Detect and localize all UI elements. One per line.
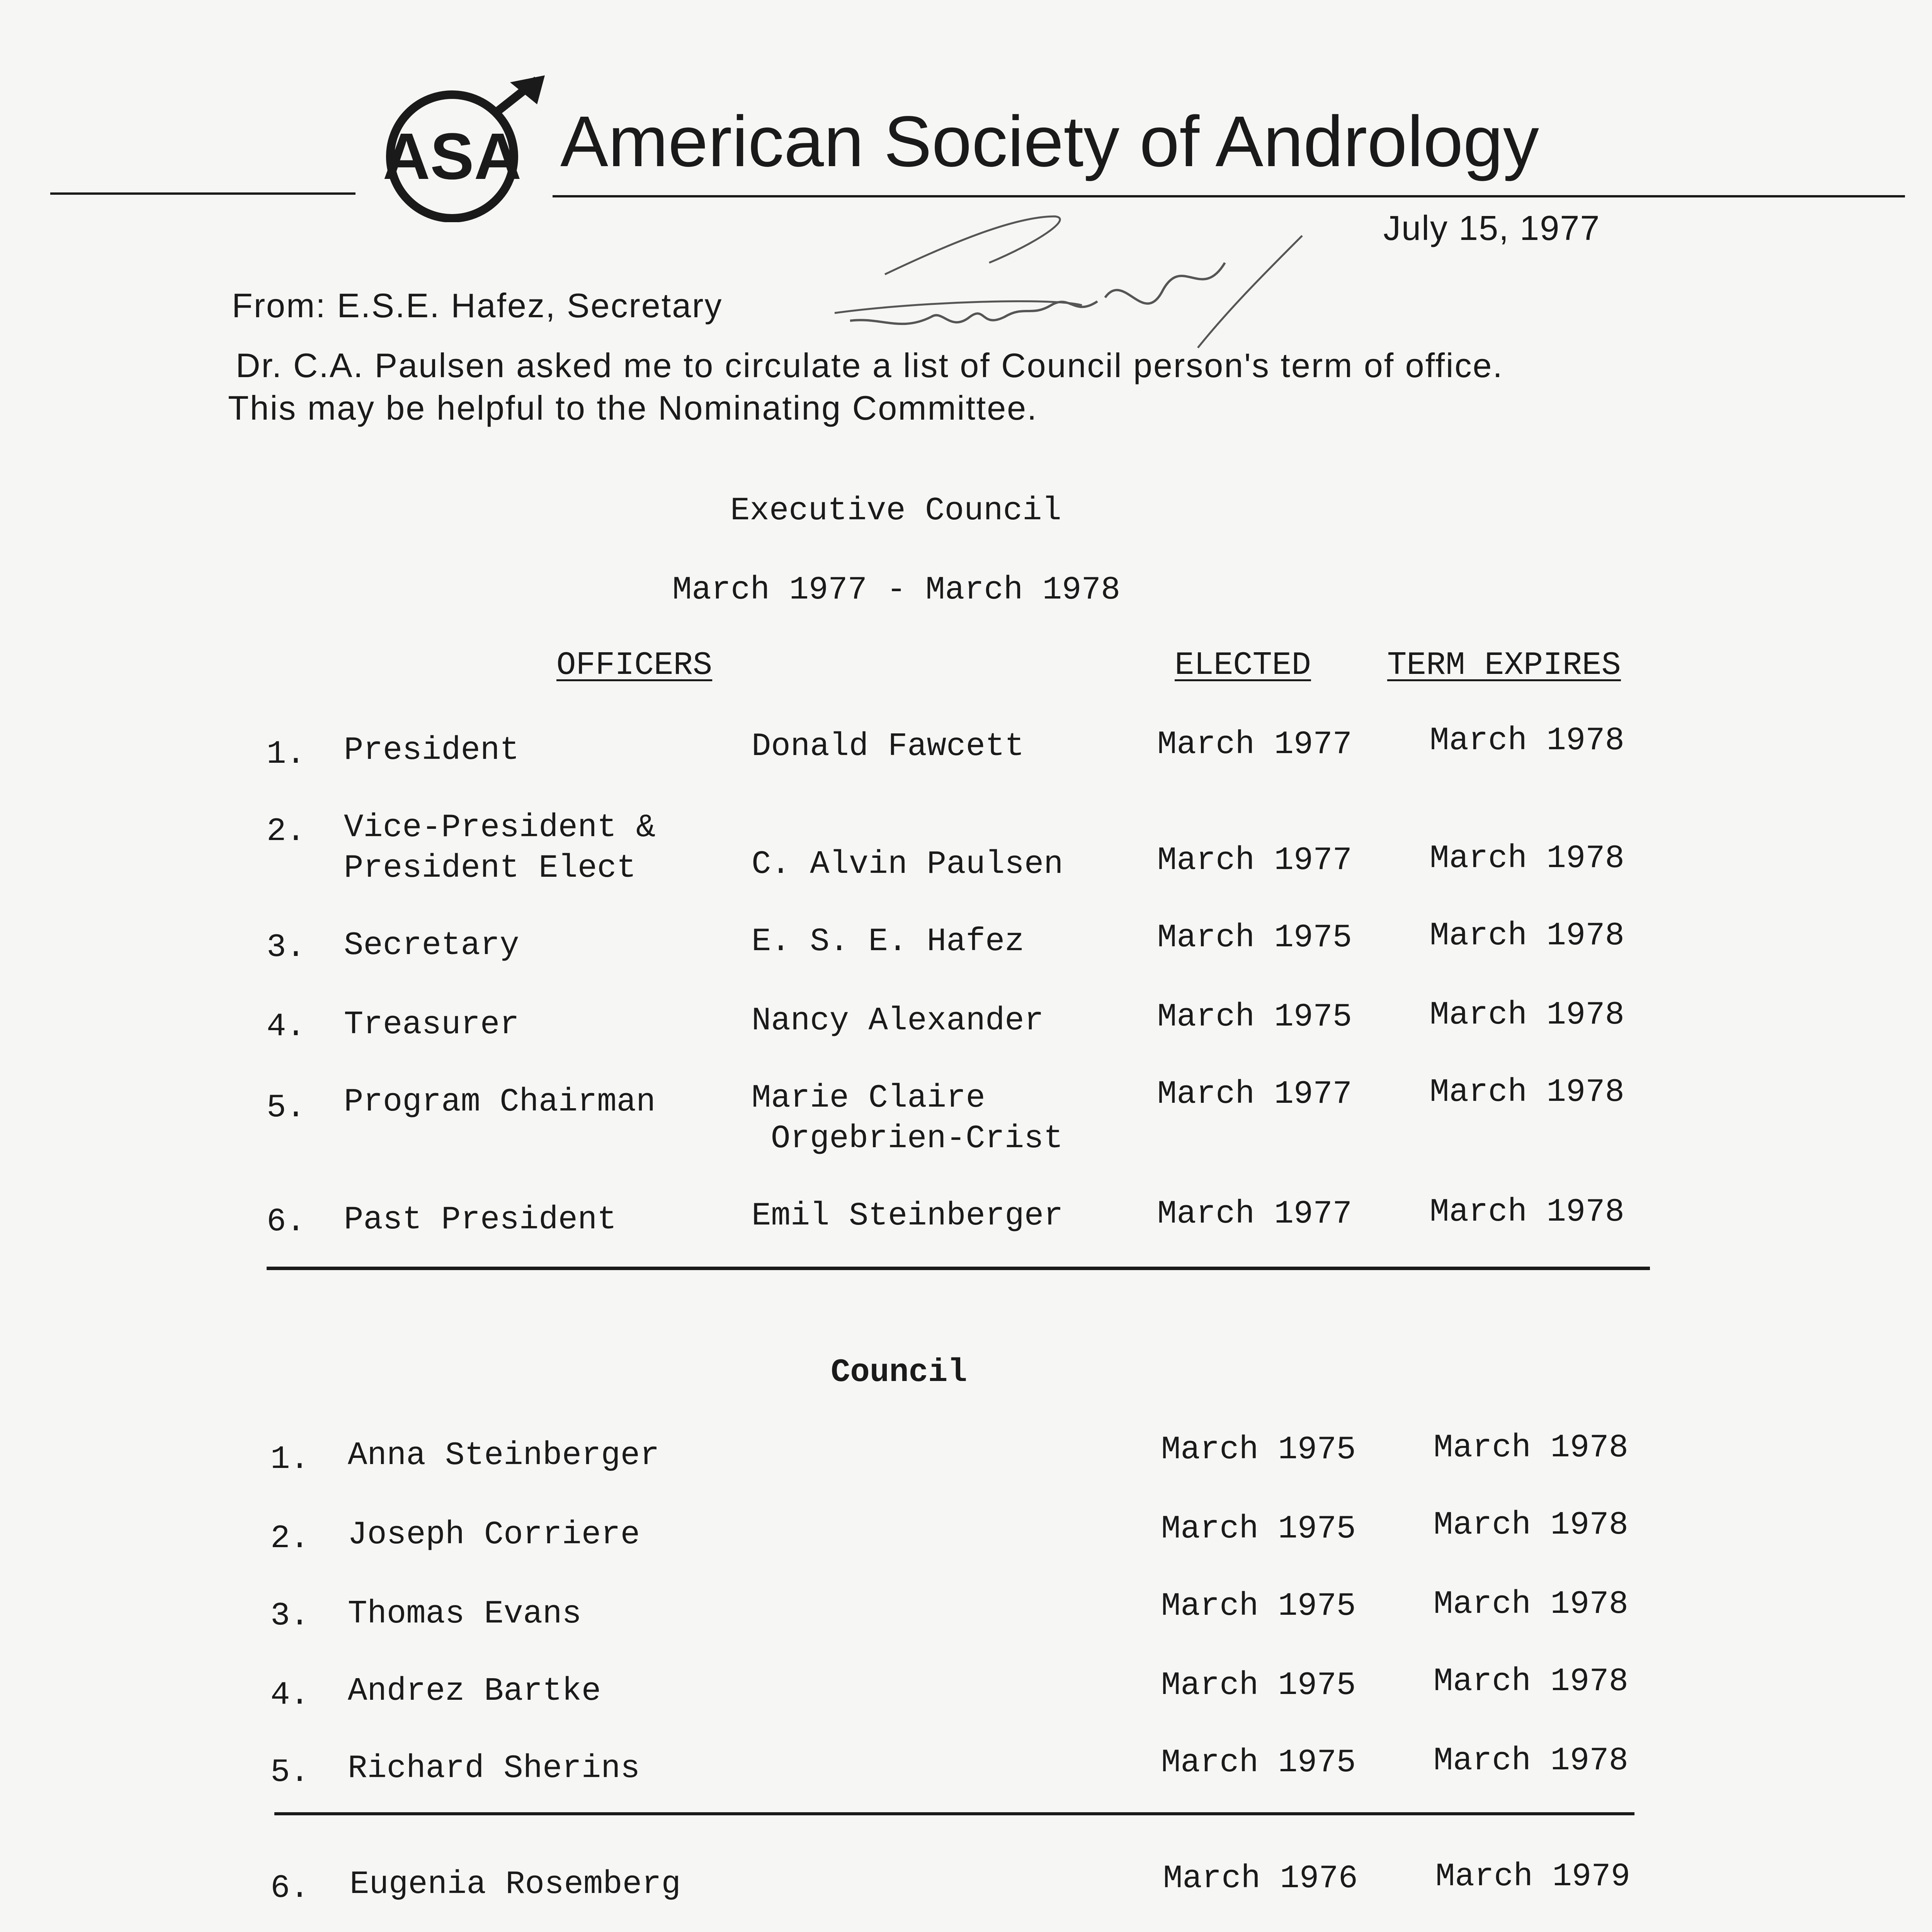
exec-row-num: 6. [267, 1204, 306, 1240]
section-divider [274, 1812, 1634, 1815]
council-row-expires: March 1978 [1434, 1663, 1629, 1700]
exec-row-office: Program Chairman [344, 1084, 656, 1121]
memo-line-2: This may be helpful to the Nominating Committee. [228, 389, 1038, 427]
exec-row-office: Past President [344, 1202, 617, 1238]
council-row-elected: March 1975 [1161, 1511, 1356, 1548]
exec-row-name: E. S. E. Hafez [752, 923, 1024, 960]
exec-row-expires: March 1978 [1430, 997, 1625, 1034]
exec-row-num: 1. [267, 736, 306, 773]
council-row-expires: March 1978 [1434, 1430, 1629, 1466]
exec-row-elected: March 1977 [1157, 1076, 1352, 1113]
council-row-name: Thomas Evans [348, 1596, 582, 1633]
exec-row-expires: March 1978 [1430, 1194, 1625, 1231]
council-row-name: Joseph Corriere [348, 1517, 640, 1553]
asa-logo [383, 75, 549, 222]
exec-row-elected: March 1977 [1157, 1196, 1352, 1233]
council-row-num: 6. [270, 1870, 310, 1907]
exec-row-office: Secretary [344, 927, 519, 964]
exec-row-expires: March 1978 [1430, 723, 1625, 759]
exec-row-num: 2. [267, 813, 306, 850]
council-row-elected: March 1976 [1163, 1861, 1358, 1897]
council-row-name: Andrez Bartke [348, 1673, 601, 1710]
memo-from: From: E.S.E. Hafez, Secretary [232, 286, 723, 325]
council-heading: Council [831, 1354, 967, 1391]
exec-row-expires: March 1978 [1430, 918, 1625, 954]
council-row-num: 4. [270, 1677, 310, 1714]
council-row-expires: March 1979 [1435, 1859, 1631, 1895]
exec-row-office-line2: President Elect [344, 850, 636, 887]
exec-row-num: 4. [267, 1009, 306, 1045]
exec-row-office: Vice-President & [344, 810, 656, 846]
column-header-term-expires: TERM EXPIRES [1387, 647, 1621, 684]
exec-row-name: Emil Steinberger [752, 1198, 1063, 1235]
exec-row-elected: March 1977 [1157, 726, 1352, 763]
column-header-elected: ELECTED [1175, 647, 1311, 684]
executive-period: March 1977 - March 1978 [672, 572, 1121, 609]
header-rule-left [50, 192, 355, 195]
executive-council-heading: Executive Council [730, 493, 1061, 529]
exec-row-elected: March 1975 [1157, 920, 1352, 956]
council-row-elected: March 1975 [1161, 1667, 1356, 1704]
exec-row-expires: March 1978 [1430, 1074, 1625, 1111]
council-row-name: Anna Steinberger [348, 1437, 660, 1474]
council-row-elected: March 1975 [1161, 1432, 1356, 1468]
exec-row-name: C. Alvin Paulsen [752, 846, 1063, 883]
exec-row-name: Marie Claire [752, 1080, 985, 1117]
column-header-officers: OFFICERS [556, 647, 713, 684]
council-row-expires: March 1978 [1434, 1743, 1629, 1779]
council-row-name: Richard Sherins [348, 1750, 640, 1787]
council-row-num: 5. [270, 1754, 310, 1791]
council-row-num: 1. [270, 1441, 310, 1478]
memo-line-1: Dr. C.A. Paulsen asked me to circulate a list of Council person's term of office. [236, 346, 1503, 384]
exec-row-elected: March 1977 [1157, 842, 1352, 879]
exec-row-name: Donald Fawcett [752, 728, 1024, 765]
exec-row-num: 3. [267, 929, 306, 966]
header-rule-right [553, 195, 1905, 197]
exec-row-name-line2: Orgebrien-Crist [771, 1121, 1063, 1157]
council-row-expires: March 1978 [1434, 1507, 1629, 1544]
exec-row-office: President [344, 732, 519, 769]
council-row-num: 3. [270, 1598, 310, 1634]
council-row-expires: March 1978 [1434, 1586, 1629, 1623]
section-divider [267, 1267, 1650, 1270]
exec-row-name: Nancy Alexander [752, 1003, 1044, 1039]
council-row-elected: March 1975 [1161, 1745, 1356, 1781]
exec-row-num: 5. [267, 1090, 306, 1126]
handwritten-signature [804, 201, 1325, 386]
exec-row-office: Treasurer [344, 1007, 519, 1043]
council-row-elected: March 1975 [1161, 1588, 1356, 1625]
exec-row-expires: March 1978 [1430, 840, 1625, 877]
memo-date: July 15, 1977 [1383, 209, 1600, 248]
organization-title: American Society of Andrology [560, 102, 1539, 182]
council-row-num: 2. [270, 1520, 310, 1557]
council-row-name: Eugenia Rosemberg [350, 1866, 681, 1903]
exec-row-elected: March 1975 [1157, 999, 1352, 1036]
logo-letters: ASA [383, 120, 522, 193]
